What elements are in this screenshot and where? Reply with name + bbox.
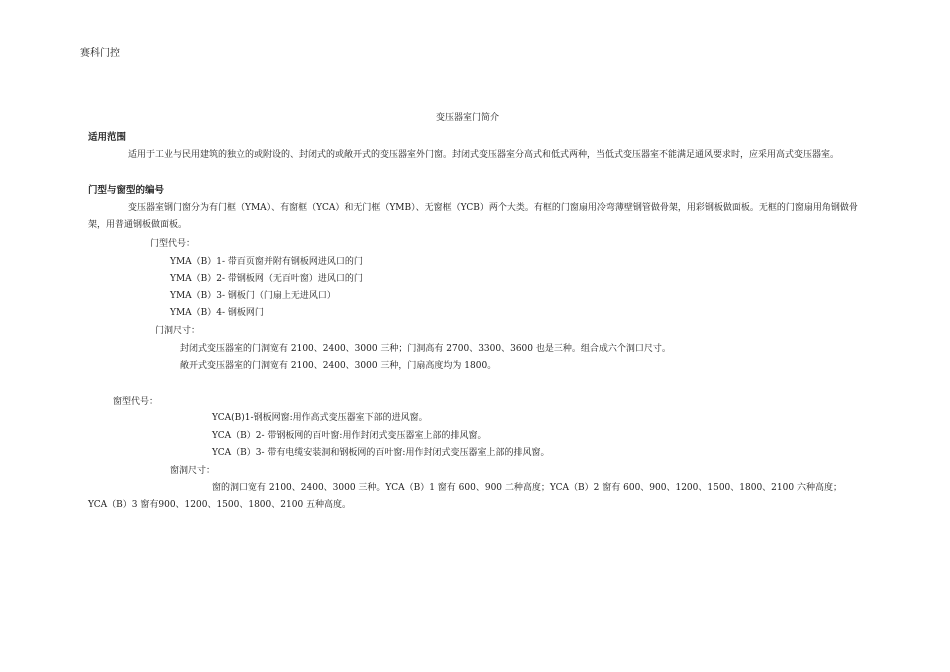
numbering-paragraph: 变压器室钢门窗分为有门框（YMA）、有窗框（YCA）和无门框（YMB）、无窗框（YCB）两个大类。有框的门窗扇用冷弯薄壁钢管做骨架，用彩钢板做面板。无框的门窗扇用角钢做骨架，用普通钢板做面板。 <box>88 203 858 230</box>
scope-paragraph: 适用于工业与民用建筑的独立的或附设的、封闭式的或敞开式的变压器室外门窗。封闭式变压器室分高式和低式两种，当低式变压器室不能满足通风要求时，应采用高式变压器室。 <box>128 150 840 160</box>
window-code-item: YCA（B）3- 带有电缆安装洞和钢板网的百叶窗:用作封闭式变压器室上部的排风窗。 <box>212 448 550 458</box>
section-heading-scope: 适用范围 <box>88 132 127 143</box>
document-title: 变压器室门简介 <box>436 113 500 123</box>
door-code-item: YMA（B）2- 带钢板网（无百叶窗）进风口的门 <box>170 274 363 284</box>
window-size-paragraph: 窗的洞口宽有 2100、2400、3000 三种。YCA（B）1 窗有 600、900 二种高度；YCA（B）2 窗有 600、900、1200、1500、1800、2100 六种高度；YCA（B）3 窗有900、1200、1500、1800、2100 五种高度。 <box>88 483 842 510</box>
window-code-item: YCA(B)1-钢板网窗:用作高式变压器室下部的进风窗。 <box>212 413 428 423</box>
door-code-item: YMA（B）1- 带百页窗并附有钢板网进风口的门 <box>170 257 363 267</box>
door-code-item: YMA（B）3- 钢板门（门扇上无进风口） <box>170 291 336 301</box>
door-size-item: 敞开式变压器室的门洞宽有 2100、2400、3000 三种，门扇高度均为 1800。 <box>180 361 497 371</box>
window-code-item: YCA（B）2- 带钢板网的百叶窗:用作封闭式变压器室上部的排风窗。 <box>212 431 487 441</box>
door-size-item: 封闭式变压器室的门洞宽有 2100、2400、3000 三种；门洞高有 2700、3300、3600 也是三种。组合成六个洞口尺寸。 <box>180 344 671 354</box>
company-header: 赛科门控 <box>80 48 120 59</box>
window-code-label: 窗型代号： <box>113 397 159 407</box>
door-size-label: 门洞尺寸： <box>155 326 201 336</box>
door-code-label: 门型代号： <box>150 239 196 249</box>
window-size-label: 窗洞尺寸： <box>170 466 216 476</box>
door-code-item: YMA（B）4- 钢板网门 <box>170 308 264 318</box>
section-heading-numbering: 门型与窗型的编号 <box>88 185 165 196</box>
